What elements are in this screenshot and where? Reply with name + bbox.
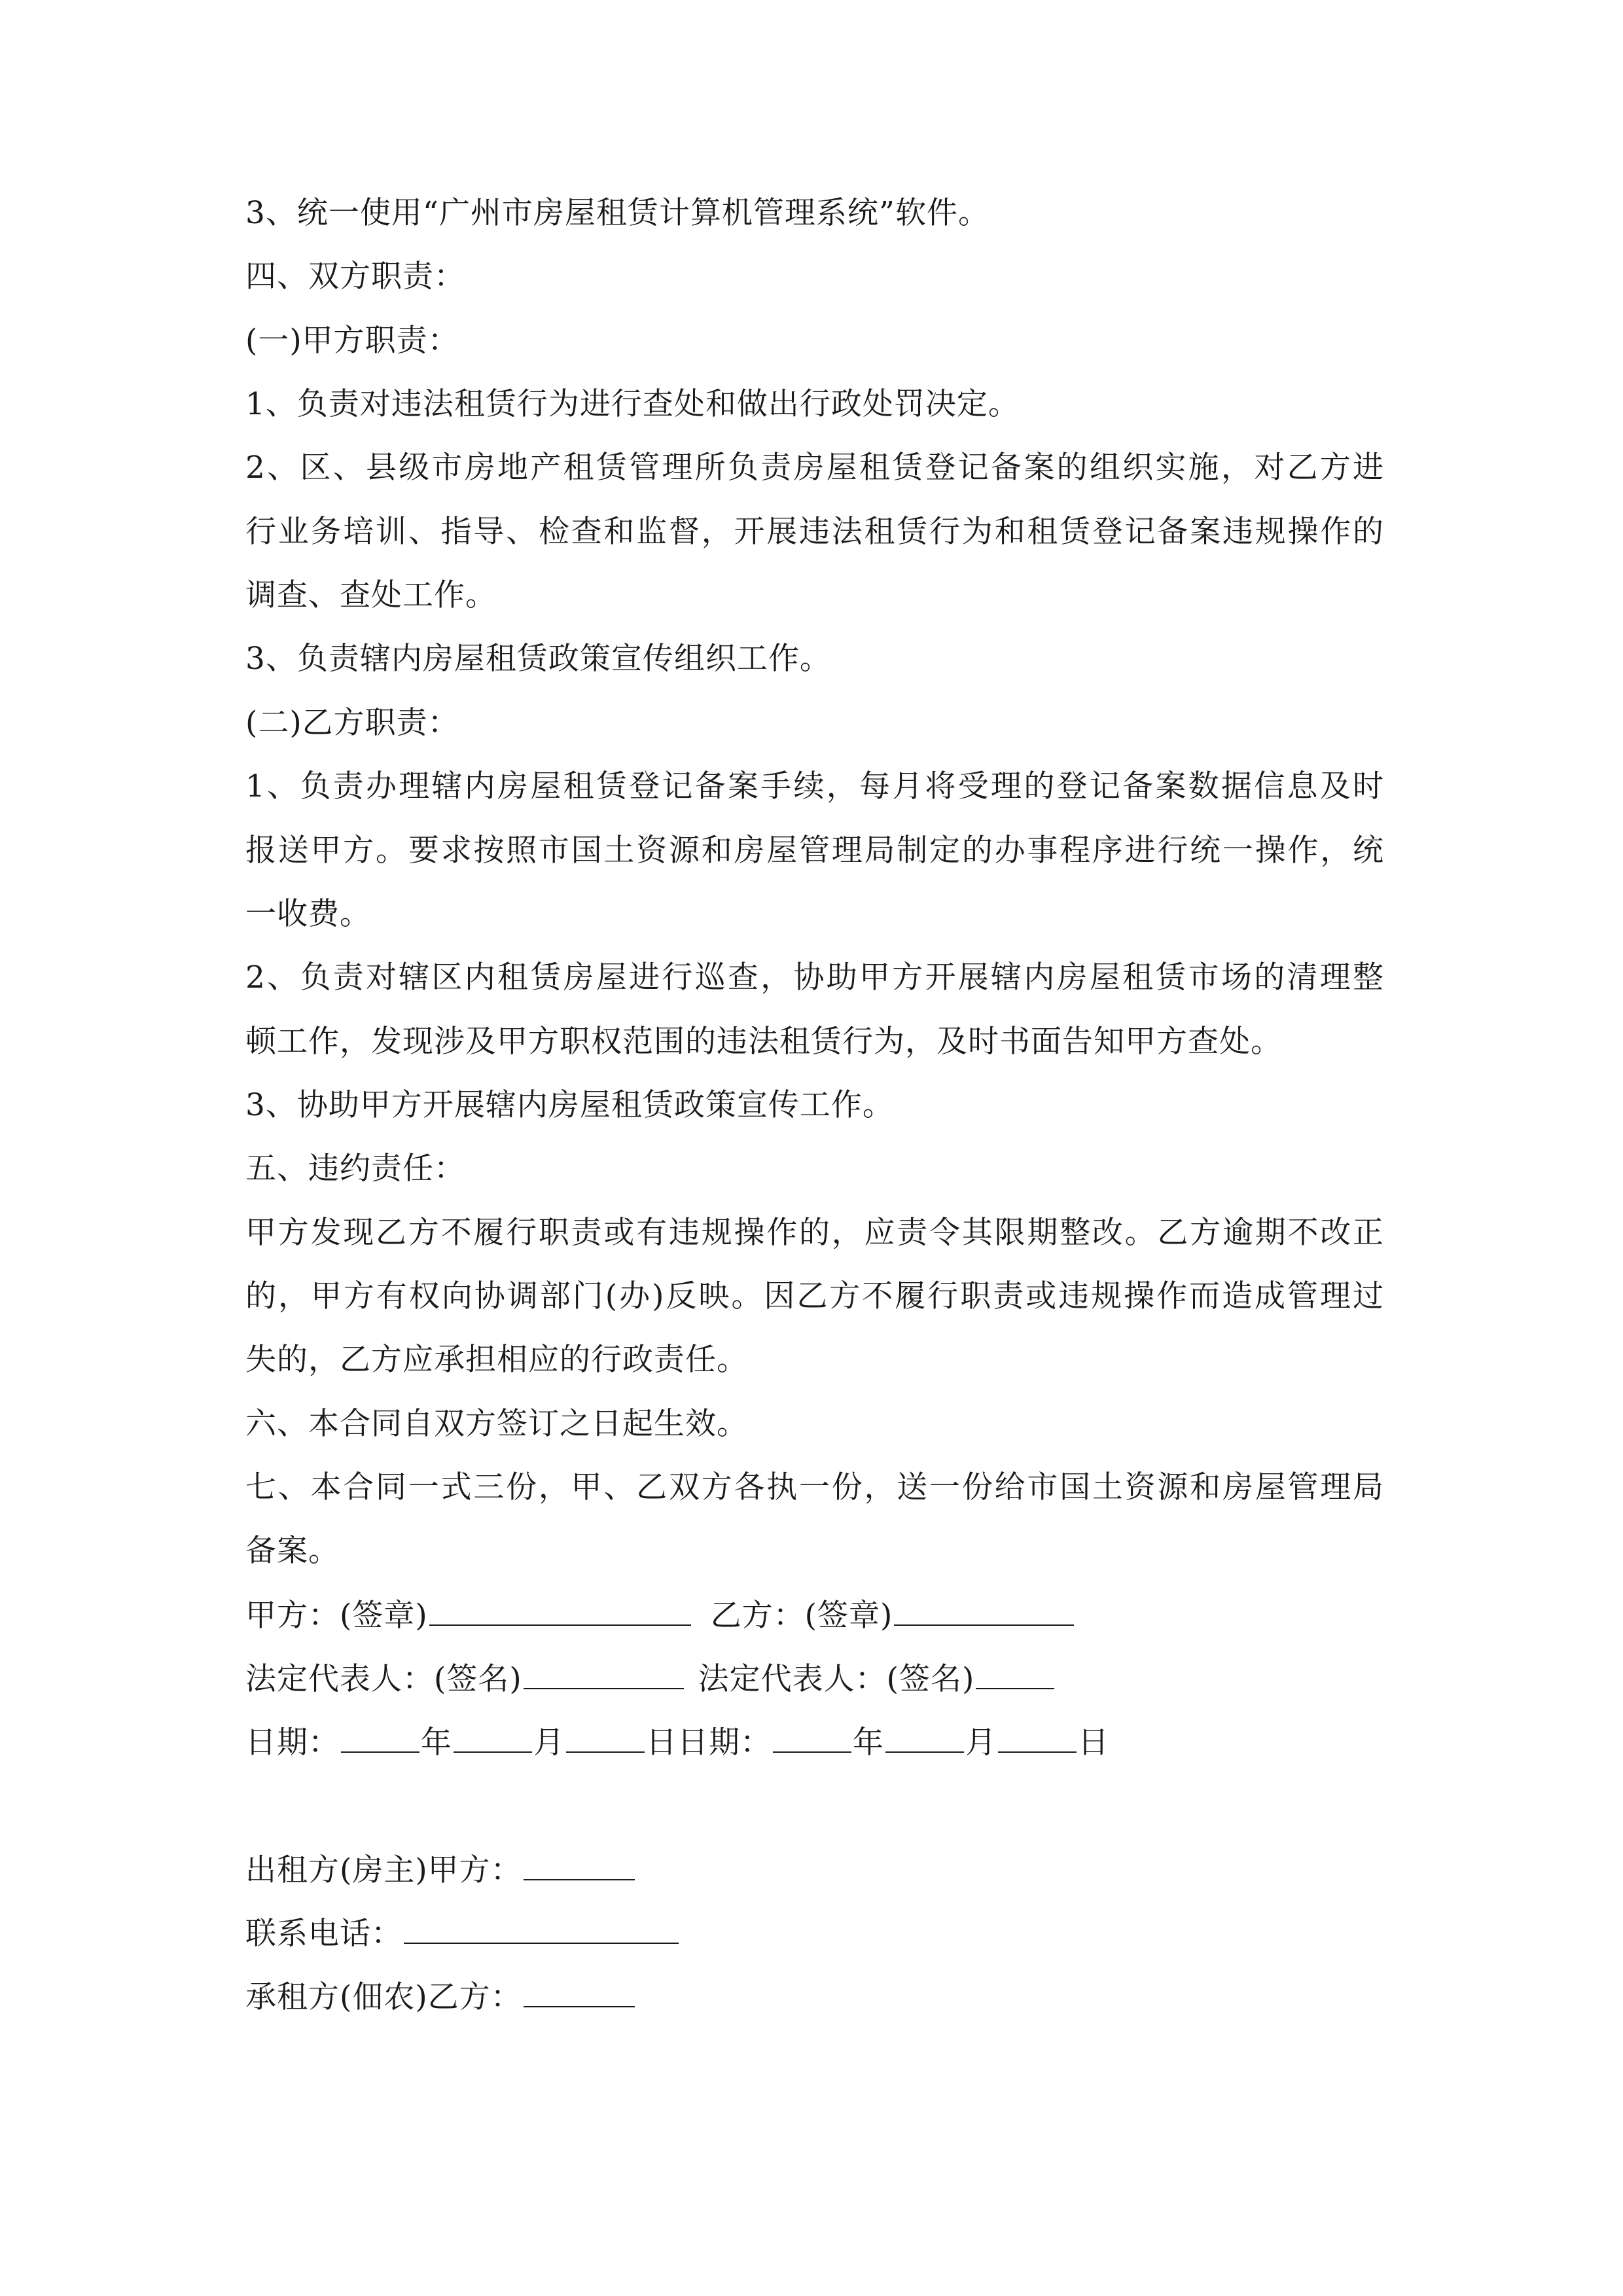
text-line-7: 调查、查处工作。 xyxy=(245,577,497,613)
party-b-seal-blank[interactable] xyxy=(894,1596,1074,1626)
date-label-a: 日期： xyxy=(245,1725,340,1761)
date-b-day-blank[interactable] xyxy=(998,1723,1077,1753)
tenant-label: 承租方(佃农)乙方： xyxy=(245,1979,522,2015)
text-line-21: 七、本合同一式三份，甲、乙双方各执一份，送一份给市国土资源和房屋管理局 xyxy=(245,1469,1384,1505)
text-line-1: 3、统一使用“广州市房屋租赁计算机管理系统”软件。 xyxy=(245,195,990,231)
text-line-4: 1、负责对违法租赁行为进行查处和做出行政处罚决定。 xyxy=(245,386,1020,422)
seal-row xyxy=(245,1596,1075,1636)
text-line-17: 甲方发现乙方不履行职责或有违规操作的，应责令其限期整改。乙方逾期不改正 xyxy=(245,1215,1384,1251)
date-a-year-blank[interactable] xyxy=(341,1723,419,1753)
text-line-8: 3、负责辖内房屋租赁政策宣传组织工作。 xyxy=(245,641,831,677)
party-a-seal-label: 甲方：(签章) xyxy=(245,1598,428,1634)
phone-blank[interactable] xyxy=(404,1914,679,1944)
text-line-12: 一收费。 xyxy=(245,896,371,932)
landlord-label: 出租方(房主)甲方： xyxy=(245,1852,522,1888)
text-line-20: 六、本合同自双方签订之日起生效。 xyxy=(245,1406,748,1442)
date-label-b: 日期： xyxy=(677,1725,772,1761)
date-b-month-blank[interactable] xyxy=(885,1723,964,1753)
rep-a-blank[interactable] xyxy=(524,1659,684,1689)
landlord-row xyxy=(245,1850,636,1890)
text-line-2: 四、双方职责： xyxy=(245,259,465,295)
text-line-22: 备案。 xyxy=(245,1533,340,1569)
text-line-14: 顿工作，发现涉及甲方职权范围的违法租赁行为，及时书面告知甲方查处。 xyxy=(245,1024,1282,1060)
day-label-b: 日 xyxy=(1078,1725,1109,1761)
party-b-seal-label: 乙方：(签章) xyxy=(710,1598,893,1634)
date-a-day-blank[interactable] xyxy=(566,1723,645,1753)
text-line-10: 1、负责办理辖内房屋租赁登记备案手续，每月将受理的登记备案数据信息及时 xyxy=(245,768,1384,804)
text-line-18: 的，甲方有权向协调部门(办)反映。因乙方不履行职责或违规操作而造成管理过 xyxy=(245,1278,1384,1314)
rep-b-blank[interactable] xyxy=(976,1659,1054,1689)
phone-label: 联系电话： xyxy=(245,1916,402,1952)
representative-row xyxy=(245,1659,1056,1699)
year-label-b: 年 xyxy=(853,1725,884,1761)
date-row xyxy=(245,1723,1109,1763)
text-line-6: 行业务培训、指导、检查和监督，开展违法租赁行为和租赁登记备案违规操作的 xyxy=(245,514,1384,550)
month-label-b: 月 xyxy=(965,1725,997,1761)
text-line-5: 2、区、县级市房地产租赁管理所负责房屋租赁登记备案的组织实施，对乙方进 xyxy=(245,450,1384,486)
rep-b-label: 法定代表人：(签名) xyxy=(698,1661,975,1697)
text-line-3: (一)甲方职责： xyxy=(245,323,459,359)
text-line-11: 报送甲方。要求按照市国土资源和房屋管理局制定的办事程序进行统一操作，统 xyxy=(245,833,1384,869)
tenant-blank[interactable] xyxy=(524,1977,635,2007)
text-line-19: 失的，乙方应承担相应的行政责任。 xyxy=(245,1342,748,1378)
text-line-9: (二)乙方职责： xyxy=(245,705,459,741)
landlord-blank[interactable] xyxy=(524,1850,635,1880)
day-label-a: 日 xyxy=(646,1725,677,1761)
date-a-month-blank[interactable] xyxy=(454,1723,532,1753)
phone-row xyxy=(245,1914,680,1954)
party-a-seal-blank[interactable] xyxy=(429,1596,691,1626)
year-label-a: 年 xyxy=(421,1725,452,1761)
text-line-13: 2、负责对辖区内租赁房屋进行巡查，协助甲方开展辖内房屋租赁市场的清理整 xyxy=(245,960,1384,996)
rep-a-label: 法定代表人：(签名) xyxy=(245,1661,522,1697)
tenant-row xyxy=(245,1977,636,2017)
text-line-16: 五、违约责任： xyxy=(245,1151,465,1187)
date-b-year-blank[interactable] xyxy=(773,1723,851,1753)
text-line-15: 3、协助甲方开展辖内房屋租赁政策宣传工作。 xyxy=(245,1087,894,1123)
month-label-a: 月 xyxy=(533,1725,565,1761)
